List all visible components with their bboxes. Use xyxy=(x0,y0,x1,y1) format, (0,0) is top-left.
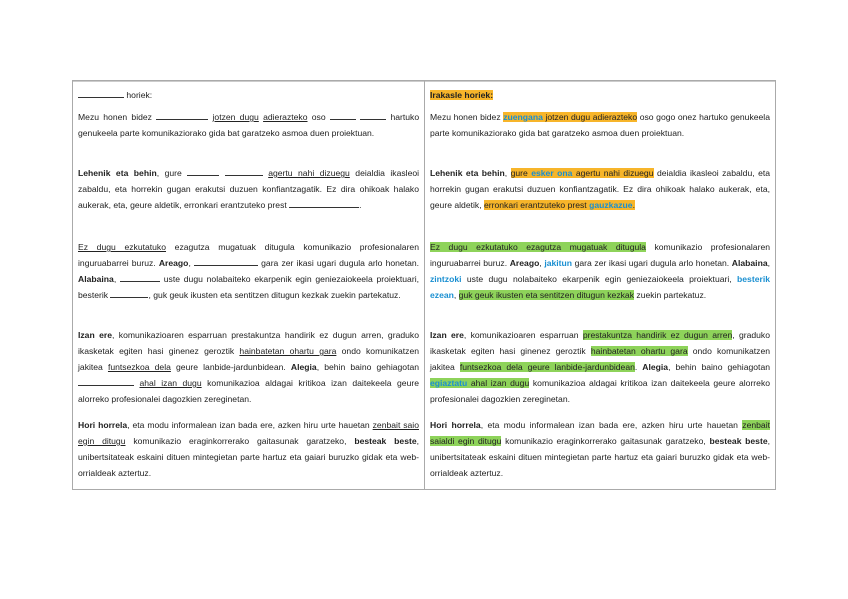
text: , unibertsitateak eskaini dituen mintegietan parte hartuz eta gaiari buruzko gidak eta web-orrialdeak aztertuz. xyxy=(78,436,420,478)
underlined-text: hainbatetan ohartu gara xyxy=(239,346,337,356)
green-highlight: ahal izan dugu xyxy=(470,378,530,388)
text: ezagutza mugatuak ditugula komunikazio profesionalaren inguruabarrei buruz. xyxy=(78,242,419,268)
bold-text: Alegia xyxy=(642,362,669,372)
green-highlight: prestakuntza handirik ez dugun arren xyxy=(582,330,733,340)
green-highlight: guk geuk ikusten eta sentitzen ditugun kezkak xyxy=(458,290,635,300)
text: Mezu honen bidez xyxy=(430,112,501,122)
text: , komunikazioaren esparruan xyxy=(463,330,579,340)
underlined-text: jotzen dugu xyxy=(212,112,259,122)
text: , xyxy=(539,258,542,268)
underlined-text: ahal izan dugu xyxy=(139,378,202,388)
underlined-text: zenbait saio egin ditugu xyxy=(78,420,419,446)
lead-text: Hori horrela xyxy=(430,420,481,430)
bold-text: Areago xyxy=(158,258,189,268)
added-word: zuengana xyxy=(503,112,543,122)
left-paragraph-1 xyxy=(78,109,419,141)
text: deialdia ikasleoi zabaldu, eta horrekin gugan erakutsi duzuen konfiantzagatik. Ez dira ohikoak halako aukerak, eta, geure aldetik, erronkari erantzuteko prest xyxy=(78,168,420,210)
right-heading-text: Irakasle horiek: xyxy=(430,90,494,100)
text: , xyxy=(188,258,191,268)
left-heading-text: horiek: xyxy=(126,90,153,100)
left-paragraph-5 xyxy=(78,417,419,481)
text: komunikazio profesionalaren inguruabarrei buruz. xyxy=(430,242,770,268)
added-word: esker ona xyxy=(531,168,573,178)
text: , gure xyxy=(156,168,182,178)
added-word: egiaztatu xyxy=(430,378,468,388)
text: komunikazio eraginkorrerako gaitasunak garatzeko, xyxy=(133,436,347,446)
text: , behin baino gehiagotan xyxy=(668,362,771,372)
text: komunikazioa aldagai kritikoa izan daitekeela geure alorreko profesionalei dagozkien zereginetan. xyxy=(430,378,771,404)
right-heading xyxy=(430,87,770,103)
added-word: jakitun xyxy=(544,258,573,268)
text: , xyxy=(113,274,117,284)
comparison-table xyxy=(72,80,776,490)
added-word: gauzkazue xyxy=(589,200,633,210)
text: , graduko ikasketak egiten hasi ginenez geroztik xyxy=(430,330,771,356)
lead-text: Izan ere xyxy=(430,330,464,340)
left-paragraph-4 xyxy=(78,327,419,407)
lead-text: Izan ere xyxy=(78,330,113,340)
text: oso gogo onez hartuko genukeela parte komunikaziorako gida bat garatzeko asmoa duen proiektuan. xyxy=(430,112,770,138)
text: , xyxy=(453,290,457,300)
added-word: zintzoki xyxy=(430,274,462,284)
bold-text: Alabaina xyxy=(731,258,768,268)
highlighted-text: erronkari erantzuteko prest xyxy=(484,200,587,210)
highlighted-text: jotzen dugu adierazteko xyxy=(545,112,638,122)
bold-text: besteak beste xyxy=(354,436,417,446)
text: uste dugu nolabaiteko ekarpenik egin geniezaiokeela proiektuari, besterik xyxy=(78,274,419,300)
text: , xyxy=(504,168,508,178)
added-word: besterik ezean xyxy=(430,274,770,300)
text: Mezu honen bidez xyxy=(78,112,152,122)
right-paragraph-4 xyxy=(430,327,770,407)
bold-text: Alabaina xyxy=(78,274,114,284)
highlighted-text: gure xyxy=(510,168,528,178)
text: , behin baino gehiagotan xyxy=(316,362,420,372)
bold-text: besteak beste xyxy=(709,436,768,446)
bold-text: Areago xyxy=(509,258,540,268)
left-heading xyxy=(78,87,419,103)
underlined-text: funtsezkoa dela xyxy=(107,362,171,372)
text: gara zer ikasi ugari dugula arlo honetan. xyxy=(261,258,420,268)
text: , unibertsitateak eskaini dituen mintegietan parte hartuz eta gaiari buruzko gidak eta web-orrialdeak aztertuz. xyxy=(430,436,770,478)
text: oso xyxy=(311,112,326,122)
text: , komunikazioaren esparruan prestakuntza handirik ez dugun arren, graduko ikasketak egiten hasi ginenez geroztik xyxy=(78,330,419,356)
text: komunikazio eraginkorrerako gaitasunak garatzeko, xyxy=(505,436,706,446)
text: deialdia ikasleoi zabaldu, eta horrekin gugan erakutsi duzuen konfiantzagatik. Ez dira ohikoak halako aukerak, eta, geure aldetik, xyxy=(430,168,771,210)
text: zuekin partekatuz. xyxy=(636,290,707,300)
left-paragraph-3 xyxy=(78,239,419,303)
text: . xyxy=(359,200,362,210)
text: . xyxy=(634,362,638,372)
text: geure lanbide-jardunbidean. xyxy=(176,362,286,372)
text: , guk geuk ikusten eta sentitzen ditugun kezkak zuekin partekatuz. xyxy=(148,290,401,300)
green-highlight: zenbait saialdi egin ditugu xyxy=(430,420,770,446)
underlined-text: adierazteko xyxy=(263,112,308,122)
right-paragraph-5 xyxy=(430,417,770,481)
bold-text: Alegia xyxy=(290,362,317,372)
lead-text: Lehenik eta behin xyxy=(430,168,505,178)
lead-text: Hori horrela xyxy=(78,420,128,430)
right-paragraph-1 xyxy=(430,109,770,141)
text: hartuko genukeela parte komunikaziorako gida bat garatzeko asmoa duen proiektuan. xyxy=(78,112,420,138)
right-paragraph-3 xyxy=(430,239,770,303)
text: gara zer ikasi ugari dugula arlo honetan. xyxy=(574,258,730,268)
highlighted-text: agertu nahi dizuegu xyxy=(575,168,654,178)
text: ondo komunikatzen jakitea xyxy=(78,346,420,372)
text: uste dugu nolabaiteko ekarpenik egin geniezaiokeela proiektuari, xyxy=(466,274,732,284)
green-highlight: Ez dugu ezkutatuko ezagutza mugatuak ditugula xyxy=(430,242,646,252)
lead-text: Lehenik eta behin xyxy=(78,168,157,178)
text: komunikazioa aldagai kritikoa izan daitekeela geure alorreko profesionalei dagozkien zereginetan. xyxy=(78,378,420,404)
text: . xyxy=(632,200,635,210)
text: , eta modu informalean izan bada ere, azken hiru urte hauetan xyxy=(127,420,370,430)
left-column xyxy=(72,81,424,489)
green-highlight: funtsezkoa dela geure lanbide-jardunbidean xyxy=(459,362,635,372)
underlined-text: Ez dugu ezkutatuko xyxy=(78,242,167,252)
right-paragraph-2 xyxy=(430,165,770,213)
right-column xyxy=(424,81,776,489)
text: , xyxy=(767,258,770,268)
text: , eta modu informalean izan bada ere, azken hiru urte hauetan xyxy=(480,420,738,430)
text: ondo komunikatzen jakitea xyxy=(430,346,771,372)
underlined-text: agertu nahi dizuegu xyxy=(268,168,350,178)
green-highlight: hainbatetan ohartu gara xyxy=(590,346,688,356)
left-paragraph-2 xyxy=(78,165,419,213)
